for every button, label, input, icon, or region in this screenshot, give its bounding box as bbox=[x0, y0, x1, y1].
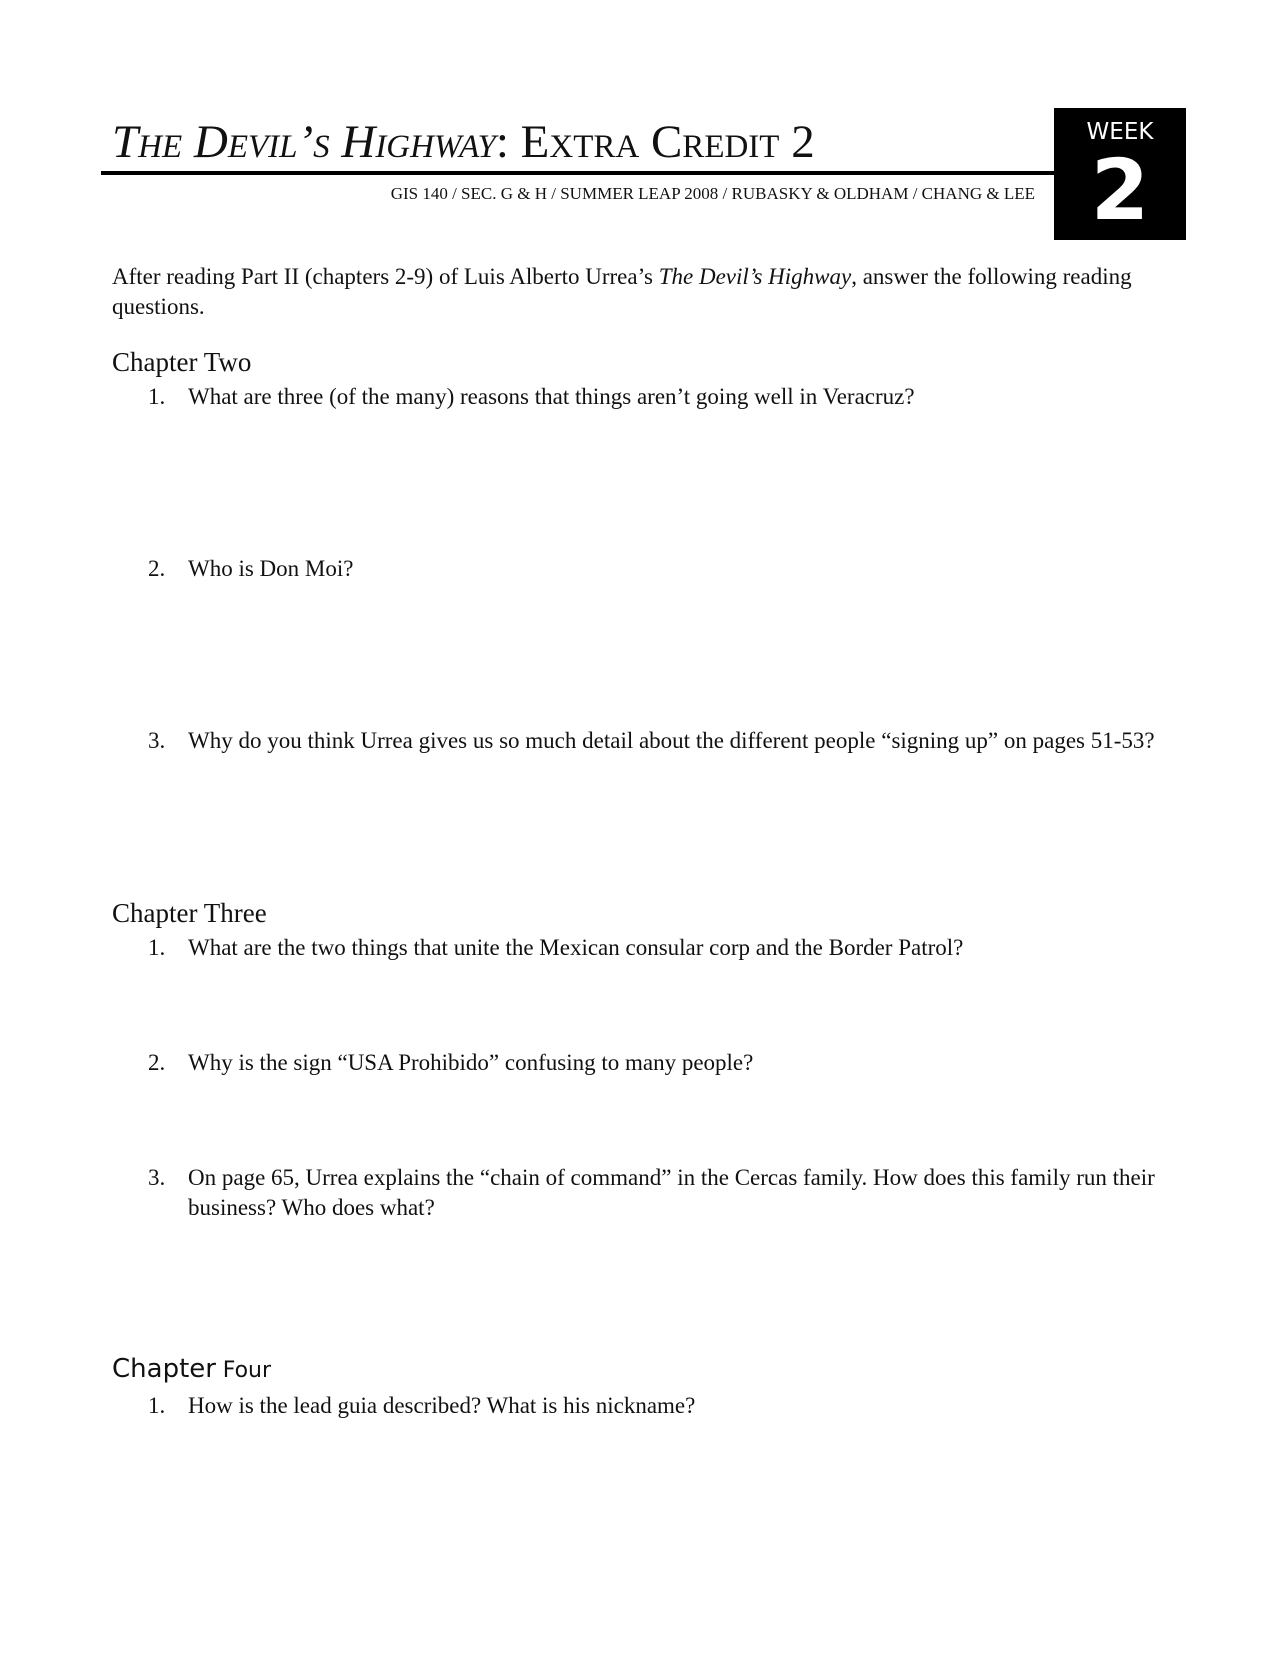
question-text: Who is Don Moi? bbox=[188, 556, 354, 581]
week-label: WEEK bbox=[1086, 119, 1154, 145]
course-subtitle: GIS 140 / SEC. G & H / SUMMER LEAP 2008 / RUBASKY & OLDHAM / CHANG & LEE bbox=[390, 184, 1035, 203]
question-text: Why do you think Urrea gives us so much detail about the different people “signing up” on pages 51-53? bbox=[188, 728, 1155, 753]
intro-text-before: After reading Part II (chapters 2-9) of Luis Alberto Urrea’s bbox=[112, 264, 659, 289]
intro-text-after: , answer the following reading questions. bbox=[112, 264, 1132, 319]
question-number: 2. bbox=[148, 1050, 166, 1075]
question-item bbox=[148, 382, 1178, 412]
intro-book-title: The Devil’s Highway bbox=[658, 264, 852, 289]
question-number: 1. bbox=[148, 1393, 166, 1418]
question-item bbox=[148, 1391, 1178, 1421]
chapter-heading bbox=[112, 1352, 271, 1387]
chapter-heading-word: Four bbox=[222, 1358, 272, 1383]
title-rest: : Extra Credit 2 bbox=[495, 116, 815, 168]
question-text: On page 65, Urrea explains the “chain of command” in the Cercas family. How does this family run their business? Who does what? bbox=[188, 1165, 1155, 1220]
question-item bbox=[148, 726, 1178, 756]
chapter-heading: Chapter Three bbox=[112, 898, 267, 928]
title-divider bbox=[101, 171, 1054, 175]
question-item bbox=[148, 554, 1178, 584]
question-number: 1. bbox=[148, 384, 166, 409]
question-item bbox=[148, 933, 1178, 963]
question-text: Why is the sign “USA Prohibido” confusing to many people? bbox=[188, 1050, 754, 1075]
question-number: 3. bbox=[148, 728, 166, 753]
question-item bbox=[148, 1048, 1178, 1078]
question-text: What are the two things that unite the Mexican consular corp and the Border Patrol? bbox=[188, 935, 964, 960]
intro-paragraph bbox=[112, 262, 1172, 322]
question-number: 2. bbox=[148, 556, 166, 581]
question-number: 1. bbox=[148, 935, 166, 960]
question-text: How is the lead guia described? What is his nickname? bbox=[188, 1393, 696, 1418]
question-item bbox=[148, 1163, 1178, 1223]
question-number: 3. bbox=[148, 1165, 166, 1190]
week-number: 2 bbox=[1090, 141, 1150, 239]
chapter-heading: Chapter Two bbox=[112, 347, 252, 377]
chapter-heading-word: Chapter bbox=[112, 1354, 216, 1384]
title-book-name: The Devil’s Highway bbox=[112, 116, 496, 168]
week-badge bbox=[1054, 108, 1186, 240]
page-title bbox=[112, 112, 815, 172]
question-text: What are three (of the many) reasons that things aren’t going well in Veracruz? bbox=[188, 384, 915, 409]
